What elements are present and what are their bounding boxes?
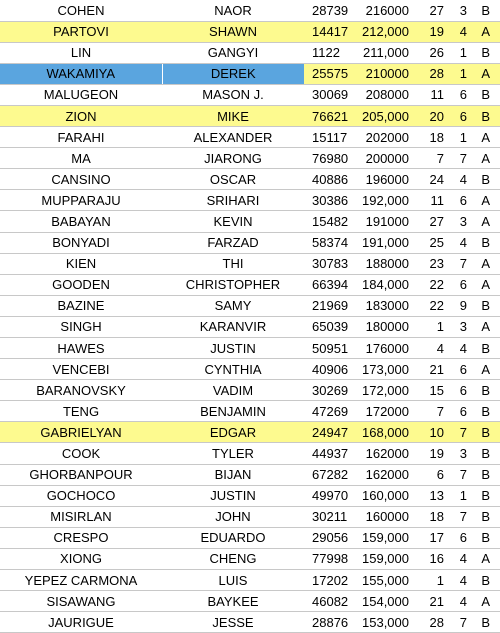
last-name-cell[interactable]: TENG — [0, 401, 162, 422]
group-cell[interactable]: A — [473, 211, 500, 232]
table-row[interactable] — [0, 485, 500, 506]
rank-cell[interactable]: 4 — [448, 338, 473, 359]
score-cell[interactable]: 191000 — [359, 211, 415, 232]
group-cell[interactable]: A — [473, 548, 500, 569]
first-name-cell[interactable]: SRIHARI — [162, 190, 304, 211]
group-cell[interactable]: B — [473, 485, 500, 506]
id-cell[interactable]: 30269 — [304, 380, 359, 401]
number-cell[interactable]: 17 — [415, 527, 448, 548]
table-row[interactable] — [0, 190, 500, 211]
id-cell[interactable]: 14417 — [304, 21, 359, 42]
rank-cell[interactable]: 7 — [448, 148, 473, 169]
number-cell[interactable]: 27 — [415, 211, 448, 232]
group-cell[interactable]: B — [473, 401, 500, 422]
rank-cell[interactable]: 3 — [448, 443, 473, 464]
rank-cell[interactable]: 6 — [448, 274, 473, 295]
last-name-cell[interactable]: CANSINO — [0, 169, 162, 190]
score-cell[interactable]: 160000 — [359, 506, 415, 527]
last-name-cell[interactable]: COOK — [0, 443, 162, 464]
group-cell[interactable]: B — [473, 422, 500, 443]
table-row[interactable] — [0, 422, 500, 443]
first-name-cell[interactable]: SAMY — [162, 295, 304, 316]
table-row[interactable] — [0, 105, 500, 126]
last-name-cell[interactable]: YEPEZ CARMONA — [0, 570, 162, 591]
first-name-cell[interactable]: THI — [162, 253, 304, 274]
last-name-cell[interactable]: VENCEBI — [0, 359, 162, 380]
first-name-cell[interactable]: BAYKEE — [162, 591, 304, 612]
id-cell[interactable]: 1122 — [304, 42, 359, 63]
group-cell[interactable]: B — [473, 612, 500, 633]
rank-cell[interactable]: 6 — [448, 84, 473, 105]
group-cell[interactable]: B — [473, 232, 500, 253]
group-cell[interactable]: A — [473, 63, 500, 84]
group-cell[interactable]: B — [473, 0, 500, 21]
group-cell[interactable]: B — [473, 380, 500, 401]
number-cell[interactable]: 7 — [415, 148, 448, 169]
table-row[interactable] — [0, 211, 500, 232]
number-cell[interactable]: 26 — [415, 42, 448, 63]
rank-cell[interactable]: 6 — [448, 380, 473, 401]
score-cell[interactable]: 191,000 — [359, 232, 415, 253]
last-name-cell[interactable]: BAZINE — [0, 295, 162, 316]
id-cell[interactable]: 49970 — [304, 485, 359, 506]
number-cell[interactable]: 18 — [415, 506, 448, 527]
group-cell[interactable]: A — [473, 359, 500, 380]
score-cell[interactable]: 196000 — [359, 169, 415, 190]
last-name-cell[interactable]: KIEN — [0, 253, 162, 274]
number-cell[interactable]: 15 — [415, 380, 448, 401]
first-name-cell[interactable]: EDUARDO — [162, 527, 304, 548]
rank-cell[interactable]: 7 — [448, 422, 473, 443]
score-cell[interactable]: 192,000 — [359, 190, 415, 211]
id-cell[interactable]: 30069 — [304, 84, 359, 105]
table-row[interactable] — [0, 0, 500, 21]
rank-cell[interactable]: 3 — [448, 211, 473, 232]
id-cell[interactable]: 30211 — [304, 506, 359, 527]
first-name-cell[interactable]: MIKE — [162, 105, 304, 126]
last-name-cell[interactable]: HAWES — [0, 338, 162, 359]
table-row[interactable] — [0, 506, 500, 527]
group-cell[interactable]: A — [473, 148, 500, 169]
score-cell[interactable]: 216000 — [359, 0, 415, 21]
id-cell[interactable]: 21969 — [304, 295, 359, 316]
rank-cell[interactable]: 6 — [448, 359, 473, 380]
rank-cell[interactable]: 6 — [448, 190, 473, 211]
rank-cell[interactable]: 7 — [448, 612, 473, 633]
rank-cell[interactable]: 9 — [448, 295, 473, 316]
table-row[interactable] — [0, 84, 500, 105]
first-name-cell[interactable]: KEVIN — [162, 211, 304, 232]
rank-cell[interactable]: 7 — [448, 253, 473, 274]
table-row[interactable] — [0, 169, 500, 190]
id-cell[interactable]: 47269 — [304, 401, 359, 422]
id-cell[interactable]: 67282 — [304, 464, 359, 485]
score-cell[interactable]: 155,000 — [359, 570, 415, 591]
number-cell[interactable]: 1 — [415, 316, 448, 337]
table-row[interactable] — [0, 591, 500, 612]
id-cell[interactable]: 44937 — [304, 443, 359, 464]
last-name-cell[interactable]: MALUGEON — [0, 84, 162, 105]
score-cell[interactable]: 210000 — [359, 63, 415, 84]
id-cell[interactable]: 25575 — [304, 63, 359, 84]
rank-cell[interactable]: 1 — [448, 63, 473, 84]
id-cell[interactable]: 77998 — [304, 548, 359, 569]
id-cell[interactable]: 40906 — [304, 359, 359, 380]
id-cell[interactable]: 66394 — [304, 274, 359, 295]
number-cell[interactable]: 4 — [415, 338, 448, 359]
score-cell[interactable]: 172,000 — [359, 380, 415, 401]
first-name-cell[interactable]: DEREK — [162, 63, 304, 84]
number-cell[interactable]: 22 — [415, 274, 448, 295]
rank-cell[interactable]: 6 — [448, 401, 473, 422]
rank-cell[interactable]: 1 — [448, 42, 473, 63]
score-cell[interactable]: 153,000 — [359, 612, 415, 633]
first-name-cell[interactable]: CHRISTOPHER — [162, 274, 304, 295]
first-name-cell[interactable]: NAOR — [162, 0, 304, 21]
last-name-cell[interactable]: ZION — [0, 105, 162, 126]
score-cell[interactable]: 172000 — [359, 401, 415, 422]
rank-cell[interactable]: 3 — [448, 0, 473, 21]
number-cell[interactable]: 22 — [415, 295, 448, 316]
score-cell[interactable]: 173,000 — [359, 359, 415, 380]
number-cell[interactable]: 27 — [415, 0, 448, 21]
first-name-cell[interactable]: FARZAD — [162, 232, 304, 253]
group-cell[interactable]: B — [473, 464, 500, 485]
group-cell[interactable]: B — [473, 84, 500, 105]
number-cell[interactable]: 18 — [415, 127, 448, 148]
rank-cell[interactable]: 4 — [448, 169, 473, 190]
first-name-cell[interactable]: JESSE — [162, 612, 304, 633]
table-row[interactable] — [0, 21, 500, 42]
score-cell[interactable]: 154,000 — [359, 591, 415, 612]
score-cell[interactable]: 160,000 — [359, 485, 415, 506]
table-row[interactable] — [0, 338, 500, 359]
table-row[interactable] — [0, 464, 500, 485]
first-name-cell[interactable]: KARANVIR — [162, 316, 304, 337]
first-name-cell[interactable]: GANGYI — [162, 42, 304, 63]
id-cell[interactable]: 15117 — [304, 127, 359, 148]
rank-cell[interactable]: 1 — [448, 127, 473, 148]
id-cell[interactable]: 24947 — [304, 422, 359, 443]
last-name-cell[interactable]: COHEN — [0, 0, 162, 21]
score-cell[interactable]: 168,000 — [359, 422, 415, 443]
id-cell[interactable]: 28876 — [304, 612, 359, 633]
score-cell[interactable]: 208000 — [359, 84, 415, 105]
group-cell[interactable]: A — [473, 316, 500, 337]
first-name-cell[interactable]: VADIM — [162, 380, 304, 401]
first-name-cell[interactable]: BENJAMIN — [162, 401, 304, 422]
score-cell[interactable]: 211,000 — [359, 42, 415, 63]
group-cell[interactable]: A — [473, 190, 500, 211]
table-row[interactable] — [0, 148, 500, 169]
first-name-cell[interactable]: JUSTIN — [162, 338, 304, 359]
score-cell[interactable]: 176000 — [359, 338, 415, 359]
table-row[interactable] — [0, 42, 500, 63]
score-cell[interactable]: 162000 — [359, 443, 415, 464]
last-name-cell[interactable]: BABAYAN — [0, 211, 162, 232]
first-name-cell[interactable]: ALEXANDER — [162, 127, 304, 148]
table-row[interactable] — [0, 401, 500, 422]
group-cell[interactable]: A — [473, 253, 500, 274]
rank-cell[interactable]: 4 — [448, 548, 473, 569]
table-row[interactable] — [0, 443, 500, 464]
number-cell[interactable]: 11 — [415, 84, 448, 105]
number-cell[interactable]: 28 — [415, 612, 448, 633]
score-cell[interactable]: 202000 — [359, 127, 415, 148]
table-row[interactable] — [0, 295, 500, 316]
last-name-cell[interactable]: MISIRLAN — [0, 506, 162, 527]
score-cell[interactable]: 162000 — [359, 464, 415, 485]
group-cell[interactable]: B — [473, 295, 500, 316]
table-row[interactable] — [0, 612, 500, 633]
group-cell[interactable]: B — [473, 105, 500, 126]
id-cell[interactable]: 76980 — [304, 148, 359, 169]
first-name-cell[interactable]: JOHN — [162, 506, 304, 527]
rank-cell[interactable]: 4 — [448, 570, 473, 591]
group-cell[interactable]: A — [473, 274, 500, 295]
score-cell[interactable]: 180000 — [359, 316, 415, 337]
group-cell[interactable]: B — [473, 169, 500, 190]
number-cell[interactable]: 23 — [415, 253, 448, 274]
group-cell[interactable]: B — [473, 338, 500, 359]
rank-cell[interactable]: 6 — [448, 527, 473, 548]
score-cell[interactable]: 188000 — [359, 253, 415, 274]
rank-cell[interactable]: 1 — [448, 485, 473, 506]
table-row[interactable] — [0, 63, 500, 84]
table-row[interactable] — [0, 527, 500, 548]
id-cell[interactable]: 15482 — [304, 211, 359, 232]
last-name-cell[interactable]: GABRIELYAN — [0, 422, 162, 443]
first-name-cell[interactable]: JIARONG — [162, 148, 304, 169]
first-name-cell[interactable]: CYNTHIA — [162, 359, 304, 380]
first-name-cell[interactable]: CHENG — [162, 548, 304, 569]
rank-cell[interactable]: 7 — [448, 506, 473, 527]
id-cell[interactable]: 40886 — [304, 169, 359, 190]
number-cell[interactable]: 20 — [415, 105, 448, 126]
table-row[interactable] — [0, 274, 500, 295]
number-cell[interactable]: 25 — [415, 232, 448, 253]
last-name-cell[interactable]: MA — [0, 148, 162, 169]
last-name-cell[interactable]: GOCHOCO — [0, 485, 162, 506]
rank-cell[interactable]: 7 — [448, 464, 473, 485]
last-name-cell[interactable]: JAURIGUE — [0, 612, 162, 633]
id-cell[interactable]: 30386 — [304, 190, 359, 211]
number-cell[interactable]: 19 — [415, 21, 448, 42]
first-name-cell[interactable]: EDGAR — [162, 422, 304, 443]
group-cell[interactable]: B — [473, 506, 500, 527]
last-name-cell[interactable]: XIONG — [0, 548, 162, 569]
number-cell[interactable]: 1 — [415, 570, 448, 591]
number-cell[interactable]: 13 — [415, 485, 448, 506]
first-name-cell[interactable]: MASON J. — [162, 84, 304, 105]
score-cell[interactable]: 159,000 — [359, 548, 415, 569]
group-cell[interactable]: A — [473, 127, 500, 148]
id-cell[interactable]: 58374 — [304, 232, 359, 253]
rank-cell[interactable]: 3 — [448, 316, 473, 337]
group-cell[interactable]: B — [473, 42, 500, 63]
table-row[interactable] — [0, 232, 500, 253]
id-cell[interactable]: 50951 — [304, 338, 359, 359]
score-cell[interactable]: 183000 — [359, 295, 415, 316]
table-row[interactable] — [0, 253, 500, 274]
first-name-cell[interactable]: BIJAN — [162, 464, 304, 485]
number-cell[interactable]: 10 — [415, 422, 448, 443]
id-cell[interactable]: 17202 — [304, 570, 359, 591]
table-row[interactable] — [0, 127, 500, 148]
table-row[interactable] — [0, 359, 500, 380]
number-cell[interactable]: 21 — [415, 359, 448, 380]
group-cell[interactable]: B — [473, 443, 500, 464]
number-cell[interactable]: 6 — [415, 464, 448, 485]
number-cell[interactable]: 19 — [415, 443, 448, 464]
rank-cell[interactable]: 4 — [448, 21, 473, 42]
rank-cell[interactable]: 4 — [448, 232, 473, 253]
score-cell[interactable]: 184,000 — [359, 274, 415, 295]
last-name-cell[interactable]: MUPPARAJU — [0, 190, 162, 211]
last-name-cell[interactable]: LIN — [0, 42, 162, 63]
id-cell[interactable]: 46082 — [304, 591, 359, 612]
last-name-cell[interactable]: BONYADI — [0, 232, 162, 253]
first-name-cell[interactable]: OSCAR — [162, 169, 304, 190]
rank-cell[interactable]: 6 — [448, 105, 473, 126]
group-cell[interactable]: B — [473, 527, 500, 548]
number-cell[interactable]: 21 — [415, 591, 448, 612]
last-name-cell[interactable]: PARTOVI — [0, 21, 162, 42]
rank-cell[interactable]: 4 — [448, 591, 473, 612]
table-row[interactable] — [0, 316, 500, 337]
number-cell[interactable]: 7 — [415, 401, 448, 422]
number-cell[interactable]: 11 — [415, 190, 448, 211]
number-cell[interactable]: 24 — [415, 169, 448, 190]
first-name-cell[interactable]: JUSTIN — [162, 485, 304, 506]
last-name-cell[interactable]: GHORBANPOUR — [0, 464, 162, 485]
first-name-cell[interactable]: TYLER — [162, 443, 304, 464]
score-cell[interactable]: 205,000 — [359, 105, 415, 126]
last-name-cell[interactable]: BARANOVSKY — [0, 380, 162, 401]
id-cell[interactable]: 30783 — [304, 253, 359, 274]
id-cell[interactable]: 29056 — [304, 527, 359, 548]
table-row[interactable] — [0, 570, 500, 591]
number-cell[interactable]: 28 — [415, 63, 448, 84]
group-cell[interactable]: B — [473, 570, 500, 591]
last-name-cell[interactable]: SINGH — [0, 316, 162, 337]
last-name-cell[interactable]: WAKAMIYA — [0, 63, 162, 84]
id-cell[interactable]: 28739 — [304, 0, 359, 21]
id-cell[interactable]: 65039 — [304, 316, 359, 337]
id-cell[interactable]: 76621 — [304, 105, 359, 126]
score-cell[interactable]: 212,000 — [359, 21, 415, 42]
score-cell[interactable]: 200000 — [359, 148, 415, 169]
score-cell[interactable]: 159,000 — [359, 527, 415, 548]
first-name-cell[interactable]: LUIS — [162, 570, 304, 591]
number-cell[interactable]: 16 — [415, 548, 448, 569]
table-row[interactable] — [0, 380, 500, 401]
last-name-cell[interactable]: SISAWANG — [0, 591, 162, 612]
last-name-cell[interactable]: FARAHI — [0, 127, 162, 148]
group-cell[interactable]: A — [473, 21, 500, 42]
last-name-cell[interactable]: CRESPO — [0, 527, 162, 548]
last-name-cell[interactable]: GOODEN — [0, 274, 162, 295]
table-row[interactable] — [0, 548, 500, 569]
first-name-cell[interactable]: SHAWN — [162, 21, 304, 42]
group-cell[interactable]: A — [473, 591, 500, 612]
